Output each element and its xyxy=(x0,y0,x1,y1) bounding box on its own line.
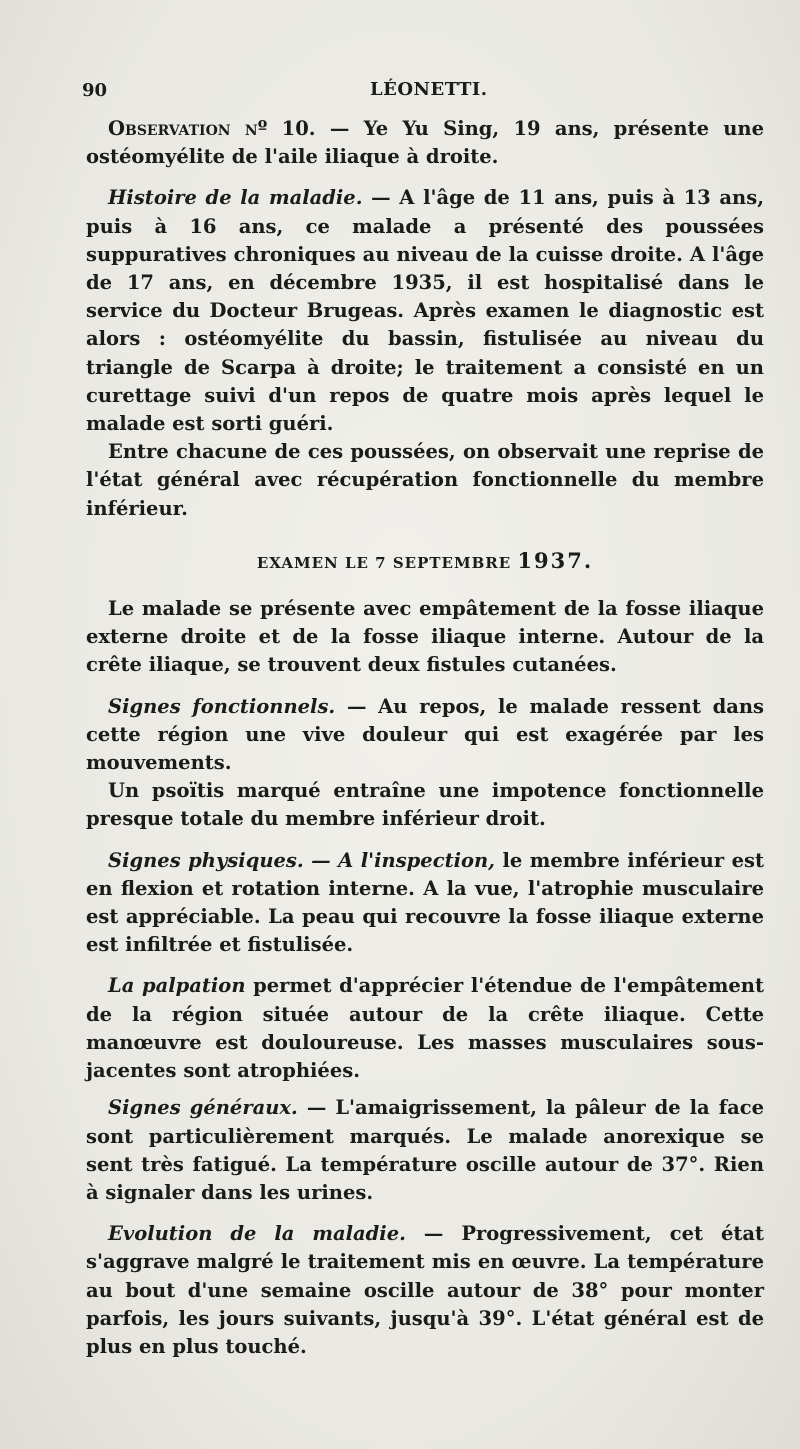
paragraph-text: — Ye Yu Sing, 19 ans, présente une ostéomyélite de l'aile iliaque à droite. xyxy=(86,117,764,169)
exam-year: 1937. xyxy=(517,547,594,573)
paragraph-text: Un psoïtis marqué entraîne une impotence fonctionnelle presque totale du membre inférieur droit. xyxy=(86,779,764,831)
general-signs-heading: Signes généraux. xyxy=(108,1096,298,1120)
exam-title-text: EXAMEN LE 7 SEPTEMBRE xyxy=(256,553,518,572)
physical-signs-paragraph xyxy=(86,847,764,960)
palpation-paragraph xyxy=(86,972,764,1085)
history-heading: Histoire de la maladie. xyxy=(108,186,363,210)
paragraph-text: permet d'apprécier l'étendue de l'empâtement de la région située autour de la crête iliaque. Cette manœuvre est douloureuse. Les masses musculaires sous-jacentes sont atrophiées. xyxy=(86,974,764,1083)
paragraph-text: — L'amaigrissement, la pâleur de la face sont particulièrement marqués. Le malade anorexique se sent très fatigué. La température oscille autour de 37°. Rien à signaler dans les urines. xyxy=(86,1096,765,1204)
page-number: 90 xyxy=(82,80,108,101)
paragraph-text: — A l'âge de 11 ans, puis à 13 ans, puis à 16 ans, ce malade a présenté des poussées suppuratives chroniques au niveau de la cuisse droite. A l'âge de 17 ans, en décembre 1935, il est hospitalisé dans le service du Docteur Brugeas. Après examen le diagnostic est alors : ostéomyélite du bassin, fistulisée au niveau du triangle de Scarpa à droite; le traitement a consisté en un curettage suivi d'un repos de quatre mois après lequel le malade est sorti guéri. xyxy=(86,186,764,436)
general-signs-paragraph xyxy=(86,1094,764,1207)
evolution-paragraph xyxy=(86,1220,764,1361)
running-head: LÉONETTI. xyxy=(370,79,488,100)
physical-signs-heading: Signes physiques. — A l'inspection, xyxy=(108,848,495,872)
paragraph-text: le membre inférieur est en flexion et rotation interne. A la vue, l'atrophie musculaire est appréciable. La peau qui recouvre la fosse iliaque externe est infiltrée et fistulisée. xyxy=(86,848,764,957)
paragraph-text: — Au repos, le malade ressent dans cette région une vive douleur qui est exagérée par les mouvements. xyxy=(86,694,764,775)
paragraph-text: — Progressivement, cet état s'aggrave malgré le traitement mis en œuvre. La température au bout d'une semaine oscille autour de 38° pour monter parfois, les jours suivants, jusqu'à 39°. L'état général est de plus en plus touché. xyxy=(86,1222,764,1358)
functional-signs-paragraph xyxy=(86,693,764,778)
page-header xyxy=(80,76,770,106)
exam-section-title xyxy=(86,547,764,577)
body-text xyxy=(86,115,764,1361)
paragraph-text: Entre chacune de ces poussées, on observait une reprise de l'état général avec récupération fonctionnelle du membre inférieur. xyxy=(86,440,764,520)
history-paragraph xyxy=(86,184,764,438)
paragraph-text: Le malade se présente avec empâtement de la fosse iliaque externe droite et de la fosse iliaque interne. Autour de la crête iliaque, se trouvent deux fistules cutanées. xyxy=(86,597,764,677)
evolution-heading: Evolution de la maladie. xyxy=(108,1222,406,1246)
psoitis-paragraph xyxy=(86,777,764,833)
observation-paragraph xyxy=(86,115,764,171)
observation-number: Observation nº 10. xyxy=(108,117,316,140)
remission-paragraph xyxy=(86,438,764,523)
presentation-paragraph xyxy=(86,595,764,680)
palpation-heading: La palpation xyxy=(108,974,246,998)
functional-signs-heading: Signes fonctionnels. xyxy=(108,694,336,718)
